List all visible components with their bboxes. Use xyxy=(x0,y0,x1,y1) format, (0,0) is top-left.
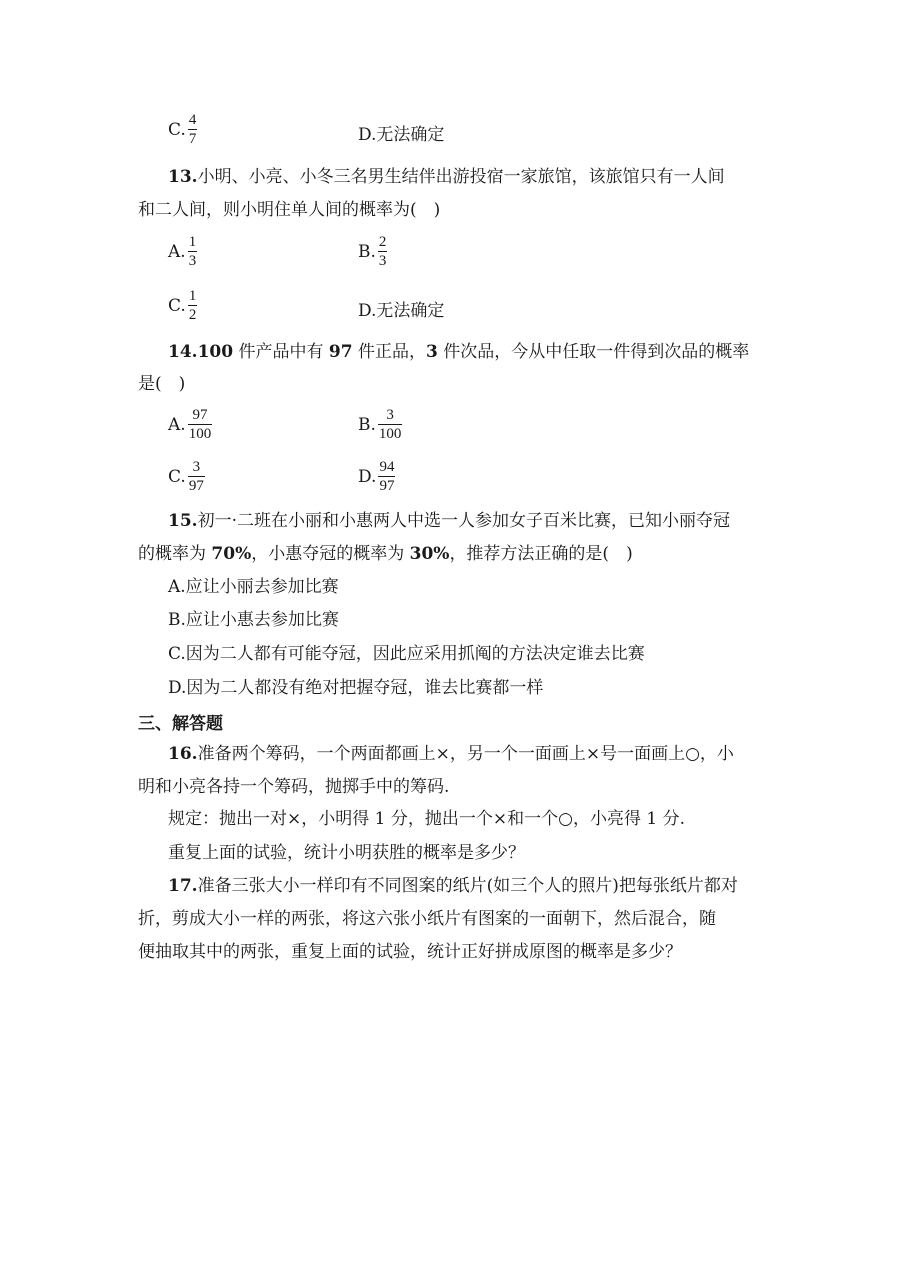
q17-stem-line2: 折，剪成大小一样的两张，将这六张小纸片有图案的一面朝下，然后混合，随 xyxy=(138,909,716,929)
option-label: C. xyxy=(168,119,186,140)
q15-stem-line2 xyxy=(138,542,633,566)
numerator: 1 xyxy=(188,234,197,250)
numerator: 4 xyxy=(188,112,197,128)
fraction xyxy=(188,459,205,494)
denominator: 3 xyxy=(188,253,197,269)
option-label: B. xyxy=(358,414,376,435)
q15-option-d: D.因为二人都没有绝对把握夺冠，谁去比赛都一样 xyxy=(168,678,544,698)
option-label: B. xyxy=(358,241,376,262)
denominator: 7 xyxy=(188,131,197,147)
q13-option-d: D.无法确定 xyxy=(358,301,445,321)
option-label: C. xyxy=(168,466,186,487)
q16-text: 准备两个筹码，一个两面都画上×，另一个一面画上×号一面画上○，小 xyxy=(197,744,734,764)
q17-stem-line3: 便抽取其中的两张，重复上面的试验，统计正好拼成原图的概率是多少？ xyxy=(138,942,682,962)
numerator: 3 xyxy=(386,407,394,423)
q14-text: 件次品，今从中任取一件得到次品的概率 xyxy=(437,342,750,362)
fraction xyxy=(378,459,395,494)
q14-option-c xyxy=(168,459,205,494)
q15-percent: 30% xyxy=(409,544,450,564)
q13-stem-line2: 和二人间，则小明住单人间的概率为( ) xyxy=(138,200,441,220)
section-heading: 三、解答题 xyxy=(138,714,223,734)
fraction xyxy=(188,234,198,269)
option-label: A. xyxy=(168,241,186,262)
question-number: 14.100 xyxy=(168,342,234,362)
q16-stem-line1 xyxy=(168,742,734,766)
q16-stem-line2: 明和小亮各持一个筹码，抛掷手中的筹码. xyxy=(138,777,450,797)
fraction xyxy=(378,407,403,442)
denominator: 100 xyxy=(188,426,212,442)
numerator: 97 xyxy=(192,407,208,423)
q14-text: 件正品， xyxy=(352,342,426,362)
fraction xyxy=(188,288,198,323)
q17-text: 准备三张大小一样印有不同图案的纸片(如三个人的照片)把每张纸片都对 xyxy=(197,876,738,896)
option-label: C. xyxy=(168,295,186,316)
numerator: 2 xyxy=(378,234,387,250)
q12-option-c xyxy=(168,112,197,147)
question-number: 13. xyxy=(168,167,198,187)
denominator: 97 xyxy=(188,478,204,494)
q13-option-a xyxy=(168,234,197,269)
denominator: 97 xyxy=(379,478,395,494)
q14-option-d xyxy=(358,459,395,494)
q15-text: 的概率为 xyxy=(138,544,212,564)
numerator: 3 xyxy=(192,459,201,475)
q14-option-b xyxy=(358,407,402,442)
denominator: 3 xyxy=(378,253,387,269)
q15-stem-line1 xyxy=(168,509,730,533)
q17-stem-line1 xyxy=(168,874,738,898)
q13-option-b xyxy=(358,234,387,269)
question-number: 16. xyxy=(168,744,198,764)
q14-count: 3 xyxy=(425,342,438,362)
numerator: 1 xyxy=(188,288,197,304)
numerator: 94 xyxy=(379,459,395,475)
q14-stem-line2: 是( ) xyxy=(138,374,186,394)
q14-count: 97 xyxy=(328,342,353,362)
fraction xyxy=(378,234,388,269)
q15-percent: 70% xyxy=(211,544,252,564)
q13-stem-line1 xyxy=(168,165,725,189)
q16-rule: 规定：抛出一对×，小明得 1 分，抛出一个×和一个○，小亮得 1 分. xyxy=(168,809,685,829)
q13-text: 小明、小亮、小冬三名男生结伴出游投宿一家旅馆，该旅馆只有一人间 xyxy=(197,167,725,187)
q14-text: 件产品中有 xyxy=(233,342,329,362)
denominator: 2 xyxy=(188,307,197,323)
fraction xyxy=(188,112,198,147)
fraction xyxy=(188,407,213,442)
q16-question: 重复上面的试验，统计小明获胜的概率是多少？ xyxy=(168,843,525,863)
q15-option-c: C.因为二人都有可能夺冠，因此应采用抓阄的方法决定谁去比赛 xyxy=(168,644,645,664)
q12-option-d: D.无法确定 xyxy=(358,125,445,145)
q14-option-a xyxy=(168,407,212,442)
question-number: 15. xyxy=(168,511,198,531)
q15-text: 初一·二班在小丽和小惠两人中选一人参加女子百米比赛，已知小丽夺冠 xyxy=(197,511,730,531)
denominator: 100 xyxy=(378,426,402,442)
q14-stem-line1 xyxy=(168,340,749,364)
option-label: A. xyxy=(168,414,186,435)
option-label: D. xyxy=(358,466,377,487)
q15-option-a: A.应让小丽去参加比赛 xyxy=(168,577,339,597)
q15-text: ，推荐方法正确的是( ) xyxy=(449,544,633,564)
q13-option-c xyxy=(168,288,197,323)
q15-option-b: B.应让小惠去参加比赛 xyxy=(168,610,339,630)
question-number: 17. xyxy=(168,876,198,896)
q15-text: ，小惠夺冠的概率为 xyxy=(251,544,410,564)
